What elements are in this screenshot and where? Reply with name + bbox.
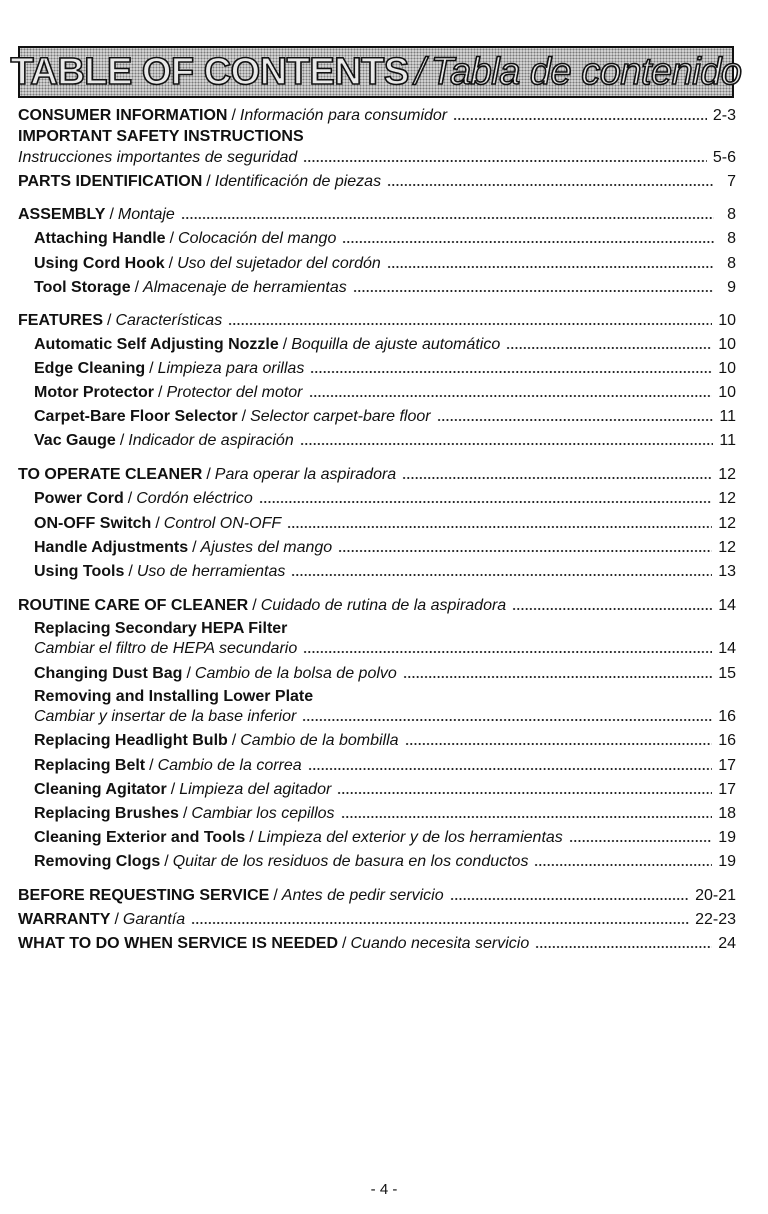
page-title bbox=[10, 51, 741, 94]
entry-title-spanish: Limpieza del exterior y de los herramientas bbox=[257, 829, 563, 846]
entry-title: Replacing Belt bbox=[34, 757, 146, 774]
entry-page: 8 bbox=[727, 255, 736, 272]
entry-title: CONSUMER INFORMATION bbox=[18, 107, 228, 124]
entry-page: 20-21 bbox=[695, 887, 736, 904]
entry-title-spanish: Antes de pedir servicio bbox=[281, 887, 444, 904]
entry-title: TO OPERATE CLEANER bbox=[18, 466, 203, 483]
entry-page: 17 bbox=[718, 781, 736, 798]
entry-page: 8 bbox=[727, 206, 736, 223]
toc-entry-using-cord-hook[interactable]: Using Cord Hook / Uso del sujetador del cordón 8 bbox=[34, 255, 736, 272]
entry-page: 10 bbox=[718, 360, 736, 377]
entry-page: 24 bbox=[718, 935, 736, 952]
entry-page: 10 bbox=[718, 336, 736, 353]
entry-title-spanish: Cuando necesita servicio bbox=[350, 935, 530, 952]
page-number: - 4 - bbox=[370, 1181, 398, 1198]
toc-entry-service-needed[interactable]: WHAT TO DO WHEN SERVICE IS NEEDED / Cuando necesita servicio 24 bbox=[18, 935, 736, 952]
entry-title-spanish: Control ON-OFF bbox=[163, 515, 282, 532]
toc-entry-motor-protector[interactable]: Motor Protector / Protector del motor 10 bbox=[34, 384, 736, 401]
entry-title-spanish: Indicador de aspiración bbox=[128, 432, 294, 449]
entry-page: 10 bbox=[718, 312, 736, 329]
entry-page: 8 bbox=[727, 230, 736, 247]
entry-title: Carpet-Bare Floor Selector bbox=[34, 408, 238, 425]
toc-entry-safety[interactable] bbox=[18, 148, 736, 168]
entry-title: Attaching Handle bbox=[34, 230, 166, 247]
entry-page: 22-23 bbox=[695, 911, 736, 928]
entry-page: 9 bbox=[727, 279, 736, 296]
toc-entry-removing-clogs[interactable]: Removing Clogs / Quitar de los residuos de basura en los conductos 19 bbox=[34, 853, 736, 870]
toc-entry-assembly[interactable]: ASSEMBLY / Montaje 8 bbox=[18, 206, 736, 223]
entry-page: 12 bbox=[718, 515, 736, 532]
toc-entry-dust-bag[interactable]: Changing Dust Bag / Cambio de la bolsa de polvo 15 bbox=[34, 665, 736, 682]
toc-entry-safety-title[interactable] bbox=[18, 127, 736, 147]
entry-title-spanish: Cambio de la correa bbox=[157, 757, 302, 774]
toc-entry-attaching-handle[interactable]: Attaching Handle / Colocación del mango 8 bbox=[34, 230, 736, 247]
toc-entry-lower-plate-title[interactable] bbox=[34, 687, 736, 707]
entry-title-spanish: Boquilla de ajuste automático bbox=[291, 336, 501, 353]
entry-title: Power Cord bbox=[34, 490, 124, 507]
entry-page: 12 bbox=[718, 539, 736, 556]
toc-entry-power-cord[interactable]: Power Cord / Cordón eléctrico 12 bbox=[34, 490, 736, 507]
entry-title-spanish: Garantía bbox=[122, 911, 186, 928]
entry-title-spanish: Selector carpet-bare floor bbox=[250, 408, 431, 425]
entry-title: WHAT TO DO WHEN SERVICE IS NEEDED bbox=[18, 935, 339, 952]
toc-entry-warranty[interactable]: WARRANTY / Garantía 22-23 bbox=[18, 911, 736, 928]
toc-entry-handle-adjustments[interactable]: Handle Adjustments / Ajustes del mango 12 bbox=[34, 539, 736, 556]
toc-entry-before-service[interactable]: BEFORE REQUESTING SERVICE / Antes de pedir servicio 20-21 bbox=[18, 887, 736, 904]
entry-title-spanish: Información para consumidor bbox=[239, 107, 448, 124]
toc-entry-hepa-title[interactable] bbox=[34, 619, 736, 639]
entry-title-spanish: Ajustes del mango bbox=[200, 539, 333, 556]
entry-title: Motor Protector bbox=[34, 384, 154, 401]
entry-title-spanish: Para operar la aspiradora bbox=[214, 466, 397, 483]
toc-entry-cleaning-exterior[interactable]: Cleaning Exterior and Tools / Limpieza del exterior y de los herramientas 19 bbox=[34, 829, 736, 846]
entry-title-spanish: Cordón eléctrico bbox=[136, 490, 253, 507]
title-separator: / bbox=[414, 50, 425, 93]
entry-page: 14 bbox=[718, 597, 736, 614]
entry-page: 5-6 bbox=[712, 149, 736, 166]
entry-title: WARRANTY bbox=[18, 911, 111, 928]
toc-entry-replacing-brushes[interactable]: Replacing Brushes / Cambiar los cepillos 18 bbox=[34, 805, 736, 822]
entry-page: 15 bbox=[718, 665, 736, 682]
entry-title-spanish: Cambiar los cepillos bbox=[191, 805, 335, 822]
entry-title-spanish: Limpieza para orillas bbox=[157, 360, 305, 377]
entry-page: 17 bbox=[718, 757, 736, 774]
entry-title: IMPORTANT SAFETY INSTRUCTIONS bbox=[18, 128, 304, 145]
entry-title-spanish: Colocación del mango bbox=[178, 230, 337, 247]
entry-title-spanish: Uso del sujetador del cordón bbox=[177, 255, 381, 272]
entry-title: Handle Adjustments bbox=[34, 539, 189, 556]
entry-title-spanish: Instrucciones importantes de seguridad bbox=[18, 149, 298, 166]
entry-title: Removing and Installing Lower Plate bbox=[34, 688, 314, 705]
toc-entry-auto-nozzle[interactable]: Automatic Self Adjusting Nozzle / Boquilla de ajuste automático 10 bbox=[34, 336, 736, 353]
entry-title: Replacing Brushes bbox=[34, 805, 179, 822]
toc-entry-floor-selector[interactable]: Carpet-Bare Floor Selector / Selector carpet-bare floor 11 bbox=[34, 408, 736, 425]
title-spanish: Tabla de contenido bbox=[430, 50, 742, 93]
entry-page: 14 bbox=[718, 640, 736, 657]
entry-title-spanish: Almacenaje de herramientas bbox=[143, 279, 347, 296]
toc-entry-on-off-switch[interactable]: ON-OFF Switch / Control ON-OFF 12 bbox=[34, 515, 736, 532]
entry-title: ROUTINE CARE OF CLEANER bbox=[18, 597, 249, 614]
entry-title: BEFORE REQUESTING SERVICE bbox=[18, 887, 270, 904]
entry-title-spanish: Protector del motor bbox=[166, 384, 303, 401]
toc-entry-edge-cleaning[interactable]: Edge Cleaning / Limpieza para orillas 10 bbox=[34, 360, 736, 377]
entry-page: 7 bbox=[727, 173, 736, 190]
entry-page: 19 bbox=[718, 853, 736, 870]
entry-title-spanish: Montaje bbox=[117, 206, 175, 223]
entry-title: PARTS IDENTIFICATION bbox=[18, 173, 203, 190]
toc-entry-parts-identification[interactable]: PARTS IDENTIFICATION / Identificación de piezas 7 bbox=[18, 173, 736, 190]
entry-page: 19 bbox=[718, 829, 736, 846]
entry-title-spanish: Cambiar y insertar de la base inferior bbox=[34, 708, 297, 725]
entry-title-spanish: Cambio de la bolsa de polvo bbox=[194, 665, 397, 682]
title-english: TABLE OF CONTENTS bbox=[10, 50, 409, 93]
entry-page: 16 bbox=[718, 732, 736, 749]
entry-page: 13 bbox=[718, 563, 736, 580]
entry-page: 12 bbox=[718, 490, 736, 507]
entry-title: FEATURES bbox=[18, 312, 104, 329]
entry-title-spanish: Cambio de la bombilla bbox=[240, 732, 399, 749]
entry-title: Cleaning Exterior and Tools bbox=[34, 829, 246, 846]
entry-title: Cleaning Agitator bbox=[34, 781, 167, 798]
toc-entry-tool-storage[interactable]: Tool Storage / Almacenaje de herramientas 9 bbox=[34, 279, 736, 296]
toc-entry-replacing-belt[interactable]: Replacing Belt / Cambio de la correa 17 bbox=[34, 757, 736, 774]
entry-title: Using Cord Hook bbox=[34, 255, 165, 272]
entry-title: Replacing Headlight Bulb bbox=[34, 732, 228, 749]
entry-title-spanish: Cuidado de rutina de la aspiradora bbox=[260, 597, 507, 614]
entry-title: Removing Clogs bbox=[34, 853, 161, 870]
toc-entry-using-tools[interactable]: Using Tools / Uso de herramientas 13 bbox=[34, 563, 736, 580]
entry-page: 16 bbox=[718, 708, 736, 725]
entry-page: 11 bbox=[719, 432, 736, 449]
entry-title: Automatic Self Adjusting Nozzle bbox=[34, 336, 279, 353]
entry-title: Vac Gauge bbox=[34, 432, 116, 449]
entry-title: Edge Cleaning bbox=[34, 360, 146, 377]
entry-title: Changing Dust Bag bbox=[34, 665, 183, 682]
toc-entry-lower-plate[interactable] bbox=[34, 707, 736, 727]
toc-entry-operate-cleaner[interactable]: TO OPERATE CLEANER / Para operar la aspiradora 12 bbox=[18, 466, 736, 483]
entry-page: 12 bbox=[718, 466, 736, 483]
toc-entry-hepa-filter[interactable] bbox=[34, 639, 736, 659]
title-banner bbox=[10, 46, 742, 98]
toc-entry-headlight-bulb[interactable]: Replacing Headlight Bulb / Cambio de la bombilla 16 bbox=[34, 732, 736, 749]
entry-title-spanish: Identificación de piezas bbox=[214, 173, 382, 190]
toc-entry-features[interactable]: FEATURES / Características 10 bbox=[18, 312, 736, 329]
entry-title: Tool Storage bbox=[34, 279, 131, 296]
entry-page: 2-3 bbox=[712, 107, 736, 124]
toc-entry-routine-care[interactable]: ROUTINE CARE OF CLEANER / Cuidado de rutina de la aspiradora 14 bbox=[18, 597, 736, 614]
entry-title: ON-OFF Switch bbox=[34, 515, 152, 532]
entry-title: Replacing Secondary HEPA Filter bbox=[34, 620, 288, 637]
entry-title-spanish: Limpieza del agitador bbox=[179, 781, 332, 798]
toc-entry-cleaning-agitator[interactable]: Cleaning Agitator / Limpieza del agitador 17 bbox=[34, 781, 736, 798]
entry-title: ASSEMBLY bbox=[18, 206, 106, 223]
toc-entry-vac-gauge[interactable]: Vac Gauge / Indicador de aspiración 11 bbox=[34, 432, 736, 449]
entry-title-spanish: Uso de herramientas bbox=[136, 563, 286, 580]
toc-entry-consumer-information[interactable]: CONSUMER INFORMATION / Información para consumidor 2-3 bbox=[18, 107, 736, 124]
entry-title: Using Tools bbox=[34, 563, 125, 580]
entry-title-spanish: Quitar de los residuos de basura en los conductos bbox=[172, 853, 529, 870]
entry-page: 11 bbox=[719, 408, 736, 425]
entry-page: 10 bbox=[718, 384, 736, 401]
entry-page: 18 bbox=[718, 805, 736, 822]
entry-title-spanish: Características bbox=[115, 312, 223, 329]
entry-title-spanish: Cambiar el filtro de HEPA secundario bbox=[34, 640, 298, 657]
